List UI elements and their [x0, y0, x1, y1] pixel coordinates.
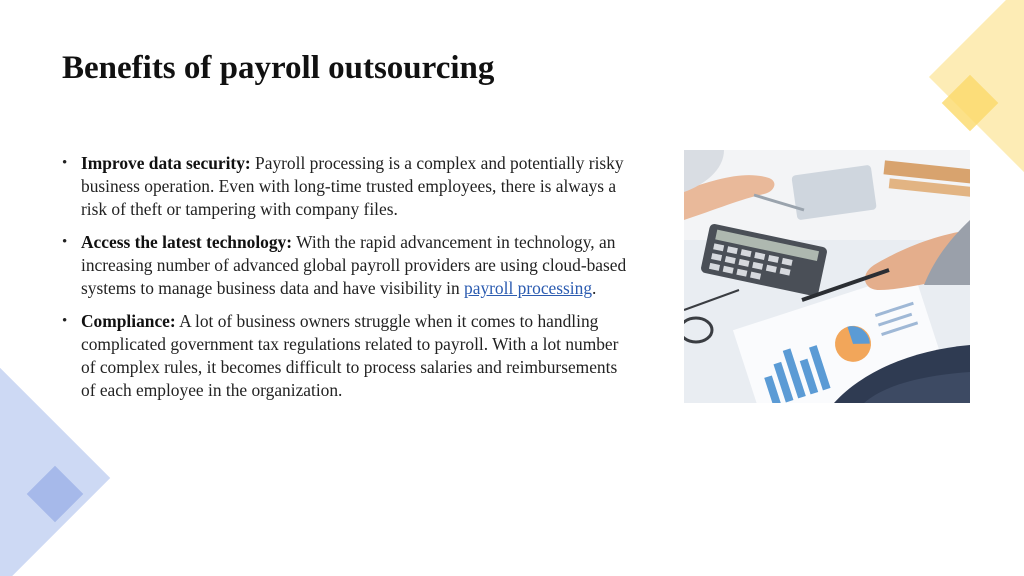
bullet-heading: Compliance:	[81, 311, 176, 331]
bullet-item-compliance	[62, 310, 628, 402]
bullet-heading: Access the latest technology:	[81, 232, 293, 252]
payroll-photo	[684, 150, 970, 403]
slide-title: Benefits of payroll outsourcing	[62, 50, 495, 86]
bullet-icon: •	[62, 234, 68, 250]
bullet-icon: •	[62, 155, 68, 171]
payroll-photo-illustration	[684, 150, 970, 403]
bullet-text-end: .	[592, 278, 597, 298]
bullet-text: A lot of business owners struggle when it comes to handling complicated government tax regulations related to payroll. With a lot number of complex rules, it becomes difficult to process salaries and reimbursements of each employee in the organization.	[81, 311, 619, 400]
bullet-icon: •	[62, 313, 68, 329]
payroll-processing-link[interactable]: payroll processing	[464, 278, 593, 298]
bullet-heading: Improve data security:	[81, 153, 251, 173]
bullet-text: With the rapid advancement in technology, an increasing number of advanced global payroll providers are using cloud-based systems to manage business data and have visibility in	[81, 232, 627, 298]
bullet-item-latest-technology	[62, 231, 628, 300]
bullet-text: Payroll processing is a complex and potentially risky business operation. Even with long-time trusted employees, there is always a risk of theft or tampering with company files.	[81, 153, 624, 219]
bullet-item-data-security	[62, 152, 628, 221]
bullet-list	[62, 152, 628, 412]
